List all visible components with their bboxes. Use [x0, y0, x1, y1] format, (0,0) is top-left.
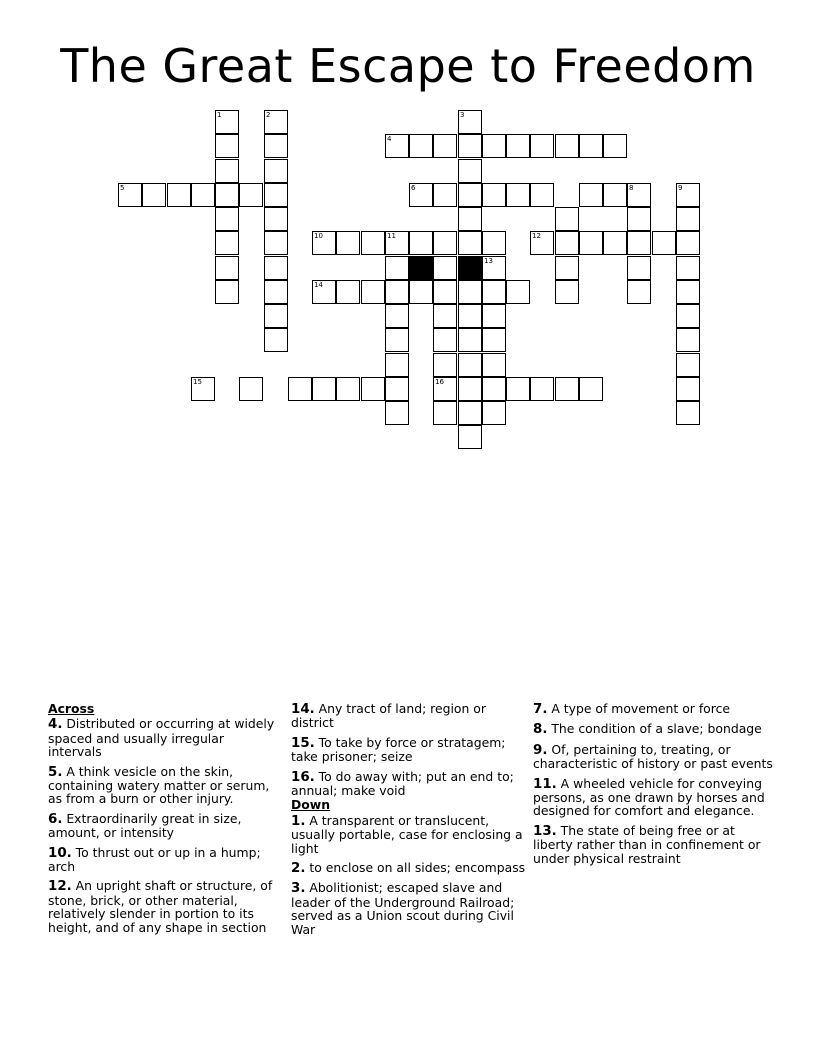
- grid-cell[interactable]: [385, 353, 409, 377]
- clue-item: [533, 743, 773, 771]
- grid-cell[interactable]: [482, 256, 506, 280]
- grid-cell[interactable]: [555, 377, 579, 401]
- clue-item-number: 12.: [48, 879, 72, 895]
- grid-cell[interactable]: [385, 256, 409, 280]
- grid-cell[interactable]: [579, 134, 603, 158]
- clue-item-number: 4.: [48, 717, 63, 733]
- crossword-grid: [0, 0, 816, 440]
- grid-cell[interactable]: [458, 304, 482, 328]
- clue-item: [533, 722, 773, 736]
- clue-item-number: 6.: [48, 811, 63, 827]
- grid-cell[interactable]: [361, 377, 385, 401]
- clue-item-number: 9.: [533, 742, 548, 758]
- grid-cell[interactable]: [312, 377, 336, 401]
- grid-cell[interactable]: [458, 183, 482, 207]
- grid-cell[interactable]: [530, 231, 554, 255]
- grid-cell[interactable]: [603, 134, 627, 158]
- grid-cell[interactable]: [264, 159, 288, 183]
- grid-cell[interactable]: [361, 280, 385, 304]
- down-heading: Down: [291, 797, 331, 813]
- clue-number: 3: [460, 111, 465, 119]
- grid-cell[interactable]: [264, 256, 288, 280]
- grid-cell[interactable]: [433, 134, 457, 158]
- grid-cell[interactable]: [239, 183, 263, 207]
- clue-item-number: 7.: [533, 702, 548, 717]
- grid-cell[interactable]: [458, 134, 482, 158]
- clue-item-number: 13.: [533, 823, 557, 839]
- across-clue-list: [48, 717, 280, 934]
- clue-item-number: 1.: [291, 813, 306, 829]
- grid-cell[interactable]: [336, 280, 360, 304]
- grid-cell[interactable]: [215, 256, 239, 280]
- clue-item-text: A wheeled vehicle for conveying persons, as one drawn by horses and designed for comfort and elegance.: [533, 775, 765, 819]
- clue-number: 13: [484, 257, 493, 265]
- grid-cell[interactable]: [506, 134, 530, 158]
- grid-cell[interactable]: [652, 231, 676, 255]
- grid-cell[interactable]: [312, 231, 336, 255]
- grid-cell[interactable]: [603, 183, 627, 207]
- grid-cell[interactable]: [215, 134, 239, 158]
- grid-cell[interactable]: [385, 280, 409, 304]
- grid-cell[interactable]: [142, 183, 166, 207]
- grid-cell[interactable]: [385, 401, 409, 425]
- grid-cell[interactable]: [676, 207, 700, 231]
- across-clue-list-continued: [291, 702, 527, 797]
- grid-cell[interactable]: [409, 183, 433, 207]
- grid-cell[interactable]: [579, 377, 603, 401]
- clue-item-text: Abolitionist; escaped slave and leader of the Underground Railroad; served as a Union scout during Civil War: [291, 880, 515, 937]
- grid-cell[interactable]: [215, 207, 239, 231]
- grid-cell[interactable]: [264, 134, 288, 158]
- grid-cell[interactable]: [433, 231, 457, 255]
- across-heading: Across: [48, 701, 95, 716]
- grid-cell[interactable]: [676, 231, 700, 255]
- clue-item: [533, 702, 773, 716]
- grid-cell[interactable]: [191, 377, 215, 401]
- clue-item: [48, 717, 280, 758]
- grid-cell[interactable]: [676, 183, 700, 207]
- down-clue-list: [291, 814, 527, 936]
- grid-cell[interactable]: [530, 134, 554, 158]
- grid-block-cell: [458, 256, 482, 280]
- grid-cell[interactable]: [555, 134, 579, 158]
- grid-cell[interactable]: [433, 353, 457, 377]
- clue-number: 15: [193, 378, 202, 386]
- clue-item: [533, 777, 773, 818]
- clue-item-text: To take by force or stratagem; take prisoner; seize: [291, 734, 506, 765]
- clue-item: [291, 736, 527, 764]
- grid-cell[interactable]: [555, 280, 579, 304]
- grid-cell[interactable]: [458, 231, 482, 255]
- clue-number: 10: [314, 232, 323, 240]
- clue-item: [48, 765, 280, 806]
- grid-cell[interactable]: [627, 183, 651, 207]
- clue-number: 11: [387, 232, 396, 240]
- grid-cell[interactable]: [482, 134, 506, 158]
- grid-cell[interactable]: [482, 280, 506, 304]
- grid-cell[interactable]: [433, 304, 457, 328]
- grid-cell[interactable]: [336, 231, 360, 255]
- grid-cell[interactable]: [506, 280, 530, 304]
- grid-cell[interactable]: [264, 280, 288, 304]
- grid-cell[interactable]: [264, 207, 288, 231]
- grid-cell[interactable]: [458, 425, 482, 449]
- clue-item-text: The state of being free or at liberty rather than in confinement or under physical restraint: [533, 822, 761, 866]
- clue-item-text: Extraordinarily great in size, amount, or intensity: [48, 810, 242, 841]
- clue-item: [48, 812, 280, 840]
- clue-item-text: to enclose on all sides; encompass: [305, 860, 526, 876]
- grid-cell[interactable]: [579, 183, 603, 207]
- grid-block-cell: [409, 256, 433, 280]
- grid-cell[interactable]: [191, 183, 215, 207]
- clue-item: [291, 770, 527, 798]
- grid-cell[interactable]: [555, 231, 579, 255]
- grid-cell[interactable]: [336, 377, 360, 401]
- clue-item-text: Any tract of land; region or district: [291, 701, 486, 731]
- grid-cell[interactable]: [433, 256, 457, 280]
- clue-item-number: 15.: [291, 735, 315, 751]
- grid-cell[interactable]: [385, 231, 409, 255]
- clues-column-3: [533, 702, 773, 871]
- clues-column-1: [48, 702, 280, 940]
- clue-number: 12: [532, 232, 541, 240]
- clue-item-number: 11.: [533, 776, 557, 792]
- grid-cell[interactable]: [603, 231, 627, 255]
- grid-cell[interactable]: [627, 256, 651, 280]
- grid-cell[interactable]: [433, 377, 457, 401]
- grid-cell[interactable]: [676, 401, 700, 425]
- grid-cell[interactable]: [215, 159, 239, 183]
- grid-cell[interactable]: [264, 183, 288, 207]
- grid-cell[interactable]: [239, 377, 263, 401]
- grid-cell[interactable]: [627, 231, 651, 255]
- grid-cell[interactable]: [482, 304, 506, 328]
- grid-cell[interactable]: [264, 231, 288, 255]
- clue-item-text: A transparent or translucent, usually portable, case for enclosing a light: [291, 812, 523, 856]
- clue-item: [291, 861, 527, 875]
- clues-column-2: [291, 702, 527, 942]
- grid-cell[interactable]: [676, 304, 700, 328]
- clue-number: 6: [411, 184, 416, 192]
- grid-cell[interactable]: [264, 328, 288, 352]
- clue-item-text: An upright shaft or structure, of stone, brick, or other material, relatively slender in portion to its height, and of any shape in section: [48, 878, 273, 935]
- clue-item-number: 14.: [291, 702, 315, 717]
- grid-cell[interactable]: [409, 280, 433, 304]
- grid-cell[interactable]: [506, 183, 530, 207]
- grid-cell[interactable]: [458, 280, 482, 304]
- grid-cell[interactable]: [555, 256, 579, 280]
- clue-item-text: A think vesicle on the skin, containing watery matter or serum, as from a burn or other injury.: [48, 763, 270, 807]
- clue-item: [291, 702, 527, 730]
- grid-cell[interactable]: [288, 377, 312, 401]
- grid-cell[interactable]: [433, 328, 457, 352]
- grid-cell[interactable]: [482, 353, 506, 377]
- grid-cell[interactable]: [458, 401, 482, 425]
- grid-cell[interactable]: [458, 110, 482, 134]
- clue-item-text: Of, pertaining to, treating, or characteristic of history or past events: [533, 741, 773, 772]
- clue-item-number: 8.: [533, 722, 548, 738]
- grid-cell[interactable]: [676, 353, 700, 377]
- clue-number: 8: [629, 184, 634, 192]
- grid-cell[interactable]: [215, 183, 239, 207]
- clue-number: 14: [314, 281, 323, 289]
- grid-cell[interactable]: [676, 377, 700, 401]
- clue-item: [48, 846, 280, 874]
- grid-cell[interactable]: [215, 280, 239, 304]
- clue-item-number: 2.: [291, 861, 306, 877]
- grid-cell[interactable]: [676, 280, 700, 304]
- grid-cell[interactable]: [385, 134, 409, 158]
- grid-cell[interactable]: [385, 377, 409, 401]
- clue-item-number: 5.: [48, 764, 63, 780]
- grid-cell[interactable]: [458, 377, 482, 401]
- grid-cell[interactable]: [433, 401, 457, 425]
- grid-cell[interactable]: [482, 231, 506, 255]
- grid-cell[interactable]: [215, 110, 239, 134]
- grid-cell[interactable]: [530, 183, 554, 207]
- grid-cell[interactable]: [433, 280, 457, 304]
- grid-cell[interactable]: [264, 304, 288, 328]
- grid-cell[interactable]: [118, 183, 142, 207]
- clue-number: 16: [435, 378, 444, 386]
- grid-cell[interactable]: [167, 183, 191, 207]
- clue-item: [291, 814, 527, 855]
- grid-cell[interactable]: [676, 256, 700, 280]
- clue-number: 5: [120, 184, 125, 192]
- grid-cell[interactable]: [264, 110, 288, 134]
- clue-number: 9: [678, 184, 683, 192]
- clue-item-number: 10.: [48, 845, 72, 861]
- clue-item-text: Distributed or occurring at widely spaced and usually irregular intervals: [48, 716, 275, 760]
- grid-cell[interactable]: [506, 377, 530, 401]
- clue-item: [533, 824, 773, 865]
- grid-cell[interactable]: [555, 207, 579, 231]
- grid-cell[interactable]: [530, 377, 554, 401]
- clue-item: [291, 881, 527, 936]
- grid-cell[interactable]: [458, 328, 482, 352]
- grid-cell[interactable]: [676, 328, 700, 352]
- clue-number: 4: [387, 135, 392, 143]
- grid-cell[interactable]: [458, 159, 482, 183]
- clue-item-number: 3.: [291, 881, 306, 897]
- grid-cell[interactable]: [458, 207, 482, 231]
- clue-item-text: A type of movement or force: [547, 701, 731, 716]
- clue-item: [48, 879, 280, 934]
- grid-cell[interactable]: [385, 328, 409, 352]
- grid-cell[interactable]: [579, 231, 603, 255]
- clue-item-text: To thrust out or up in a hump; arch: [48, 844, 261, 875]
- grid-cell[interactable]: [215, 231, 239, 255]
- grid-cell[interactable]: [482, 328, 506, 352]
- clue-item-text: The condition of a slave; bondage: [547, 721, 762, 737]
- grid-cell[interactable]: [409, 231, 433, 255]
- down-clue-list-continued: [533, 702, 773, 865]
- grid-cell[interactable]: [627, 207, 651, 231]
- grid-cell[interactable]: [409, 134, 433, 158]
- clue-item-text: To do away with; put an end to; annual; make void: [291, 768, 514, 799]
- grid-cell[interactable]: [458, 353, 482, 377]
- grid-cell[interactable]: [627, 280, 651, 304]
- clue-number: 1: [217, 111, 222, 119]
- grid-cell[interactable]: [482, 377, 506, 401]
- grid-cell[interactable]: [361, 231, 385, 255]
- clue-item-number: 16.: [291, 769, 315, 785]
- grid-cell[interactable]: [482, 401, 506, 425]
- grid-cell[interactable]: [433, 183, 457, 207]
- grid-cell[interactable]: [482, 183, 506, 207]
- grid-cell[interactable]: [385, 304, 409, 328]
- grid-cell[interactable]: [312, 280, 336, 304]
- puzzle-title: The Great Escape to Freedom: [60, 39, 756, 93]
- clue-number: 2: [266, 111, 271, 119]
